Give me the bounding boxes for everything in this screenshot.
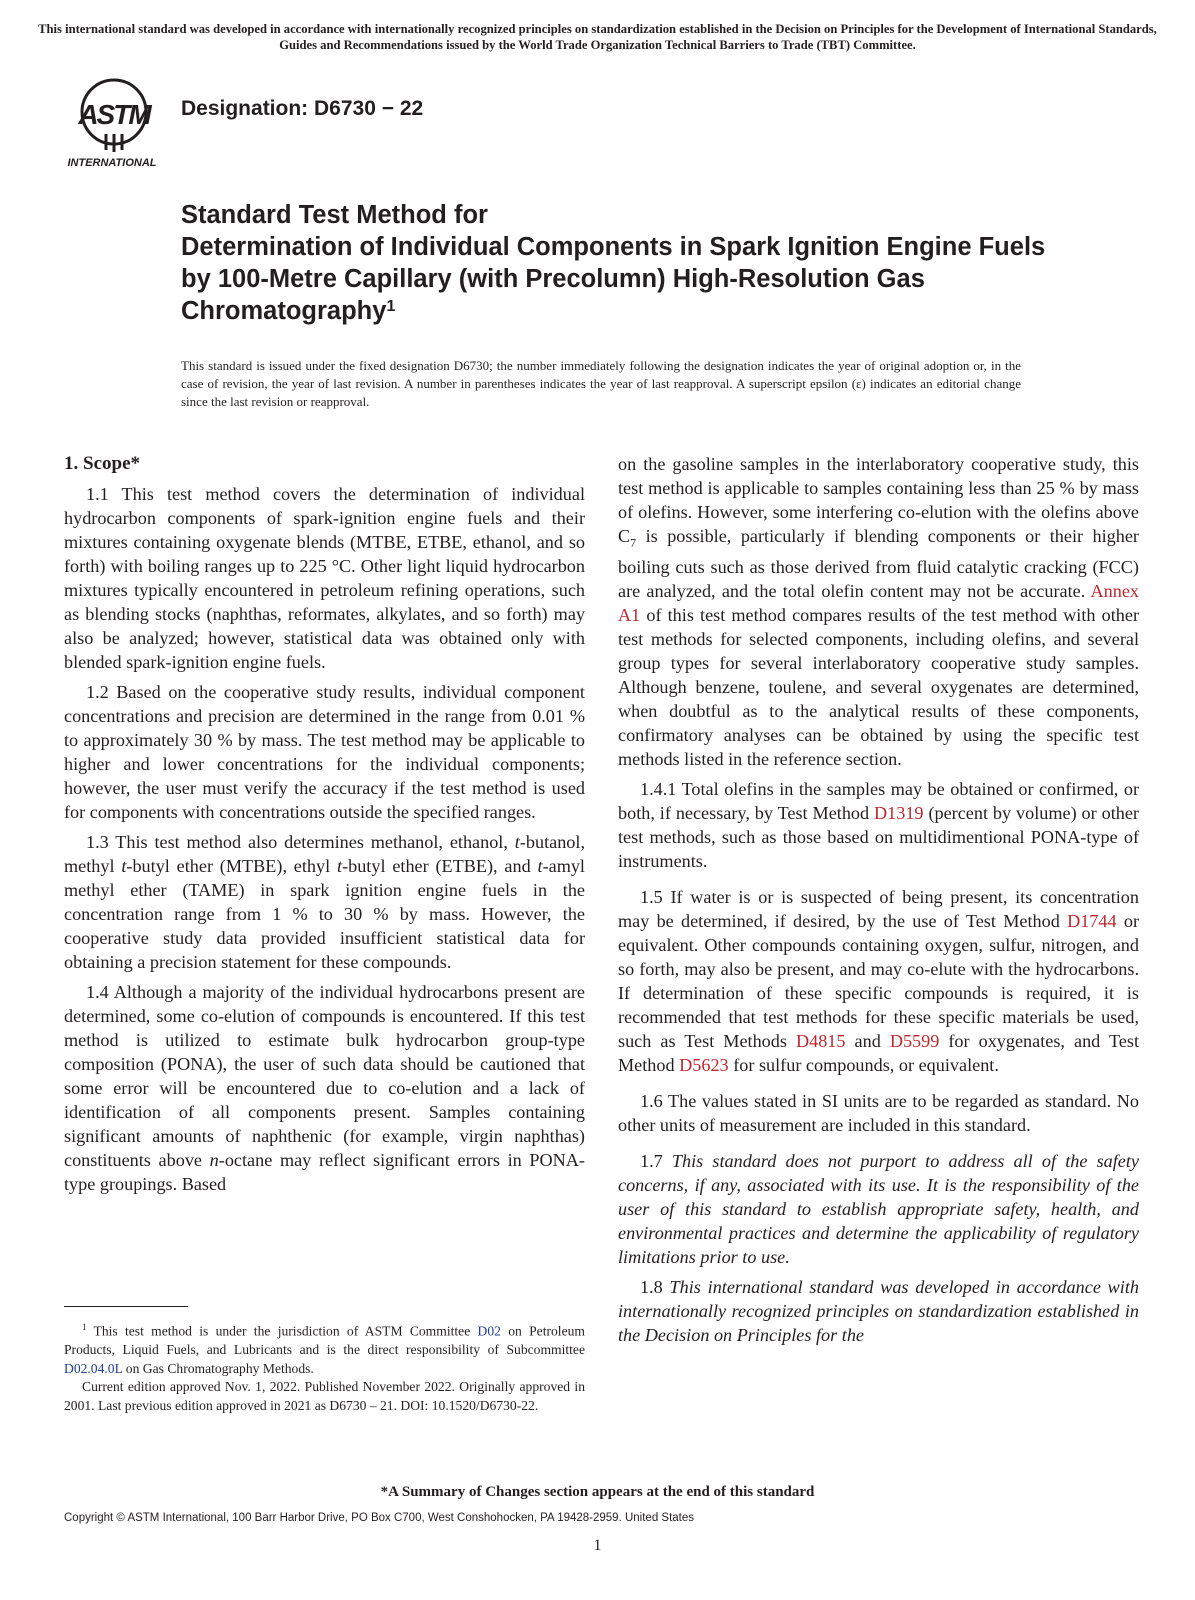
title-footnote-ref[interactable]: 1 — [386, 298, 396, 315]
page-number: 1 — [593, 1537, 602, 1554]
paragraph-1-4-1: 1.4.1 Total olefins in the samples may be obtained or confirmed, or both, if necessary, by Test Method D1319 (percent by volume) or other test methods, such as those based on multidimentional PONA-type of instruments. — [618, 778, 1139, 871]
annex-a1-link[interactable]: Annex A1 — [618, 580, 1139, 625]
svg-text:INTERNATIONAL: INTERNATIONAL — [67, 157, 157, 168]
paragraph-1-7: 1.7 This standard does not purport to address all of the safety concerns, if any, associated with its use. It is the responsibility of the user of this standard to establish appropriate safety, health, and environmental practices and determine the applicability of regulatory limitations prior to use. — [618, 1150, 1139, 1267]
footnote-edition: Current edition approved Nov. 1, 2022. Published November 2022. Originally approved in 2001. Last previous edition approved in 2021 as D6730 – 21. DOI: 10.1520/D6730-22. — [64, 1379, 585, 1413]
right-column — [618, 452, 1139, 1353]
d4815-link[interactable]: D4815 — [795, 1030, 846, 1051]
footnote-divider — [64, 1306, 188, 1307]
d02-04-0l-link[interactable]: D02.04.0L — [64, 1360, 123, 1376]
d1319-link[interactable]: D1319 — [874, 802, 924, 823]
paragraph-1-1: 1.1 This test method covers the determination of individual hydrocarbon components of spark-ignition engine fuels and their mixtures containing oxygenate blends (MTBE, ETBE, ethanol, and so forth) with boiling ranges up to 225 °C. Other light liquid hydrocarbon mixtures typically encountered in petroleum refining operations, such as blending stocks (naphthas, reformates, alkylates, and so forth) may also be analyzed; however, statistical data was obtained only with blended spark-ignition engine fuels. — [64, 484, 585, 672]
paragraph-1-2: 1.2 Based on the cooperative study results, individual component concentrations and precision are determined in the range from 0.01 % to approximately 30 % by mass. The test method may be applicable to higher and lower concentrations for the individual components; however, the user must verify the accuracy if the test method is used for components with concentrations outside the specified ranges. — [64, 682, 585, 822]
astm-logo — [62, 68, 170, 168]
paragraph-1-4: 1.4 Although a majority of the individual hydrocarbons present are determined, some co-elution of compounds is encountered. If this test method is utilized to estimate bulk hydrocarbon group-type composition (PONA), the user of such data should be cautioned that some error will be encountered due to co-elution and a lack of identification of all components present. Samples containing significant amounts of naphthenic (for example, virgin naphthas) constituents above n-octane may reflect significant errors in PONA-type groupings. Based — [64, 982, 585, 1194]
svg-text:ASTM: ASTM — [78, 99, 150, 130]
d1744-link[interactable]: D1744 — [1067, 910, 1117, 931]
footnote-1: $^1$ This test method is under the jurisdiction of ASTM Committee D02 on Petroleum Products, Liquid Fuels, and Lubricants and is the direct responsibility of Subcommittee D02.04.0L on Gas Chromatography Methods. — [64, 1322, 585, 1376]
footnote — [64, 1318, 585, 1415]
section-heading-scope: 1. Scope* — [64, 453, 140, 474]
d5623-link[interactable]: D5623 — [679, 1054, 729, 1075]
copyright: Copyright © ASTM International, 100 Barr Harbor Drive, PO Box C700, West Conshohocken, PA 19428-2959. United States — [64, 1512, 695, 1524]
standard-note: This standard is issued under the fixed designation D6730; the number immediately following the designation indicates the year of original adoption or, in the case of revision, the year of last revision. A number in parentheses indicates the year of last reapproval. A superscript epsilon (ε) indicates an editorial change since the last revision or reapproval. — [181, 358, 1021, 409]
left-column — [64, 452, 585, 1202]
paragraph-1-8: 1.8 This international standard was developed in accordance with internationally recognized principles on standardization established in the Decision on Principles for the — [618, 1276, 1140, 1345]
designation: Designation: D6730 − 22 — [181, 97, 424, 120]
paragraph-1-5: 1.5 If water is or is suspected of being present, its concentration may be determined, if desired, by the use of Test Method D1744 or equivalent. Other compounds containing oxygen, sulfur, nitrogen, and so forth, may also be present, and may co-elute with the hydrocarbons. If determination of these specific compounds is required, it is recommended that test methods for these specific materials be used, such as Test Methods D4815 and D5599 for oxygenates, and Test Method D5623 for sulfur compounds, or equivalent. — [618, 886, 1140, 1075]
document-title — [181, 199, 1081, 327]
paragraph-1-6: 1.6 The values stated in SI units are to be regarded as standard. No other units of measurement are included in this standard. — [618, 1090, 1139, 1135]
wto-notice: This international standard was developed in accordance with internationally recognized principles on standardization established in the Decision on Principles for the Development of International Standards, Guides and Recommendations issued by the World Trade Organization Technical Barriers to Trade (TBT) Committee. — [38, 22, 1157, 52]
title-line-1: Standard Test Method for — [181, 201, 488, 229]
paragraph-1-3: 1.3 This test method also determines methanol, ethanol, t-butanol, methyl t-butyl ether (MTBE), ethyl t-butyl ether (ETBE), and t-amyl methyl ether (TAME) in spark ignition engine fuels in the concentration range from 1 % to 30 % by mass. However, the cooperative study data provided insufficient statistical data for obtaining a precision statement for these compounds. — [64, 832, 585, 972]
d02-link[interactable]: D02 — [477, 1323, 501, 1339]
paragraph-1-4-continued: on the gasoline samples in the interlaboratory cooperative study, this test method is applicable to samples containing less than 25 % by mass of olefins. However, some interfering co-elution with the olefins above $C_7$ is possible, particularly if blending components or their higher boiling cuts such as those derived from fluid catalytic cracking (FCC) are analyzed, and the total olefin content may not be accurate. Annex A1 of this test method compares results of the test method with other test methods for selected components, including olefins, and several group types for several interlaboratory cooperative study samples. Although benzene, toulene, and several oxygenates are determined, when doubtful as to the analytical results of these components, confirmatory analyses can be obtained by using the specific test methods listed in the reference section. — [618, 454, 1139, 769]
title-line-2: Determination of Individual Components in Spark Ignition Engine Fuels by 100-Metre Capillary (with Precolumn) High-Resolution Gas Chromatography — [181, 233, 1046, 325]
summary-of-changes-note: *A Summary of Changes section appears at the end of this standard — [380, 1484, 815, 1500]
d5599-link[interactable]: D5599 — [889, 1030, 940, 1051]
